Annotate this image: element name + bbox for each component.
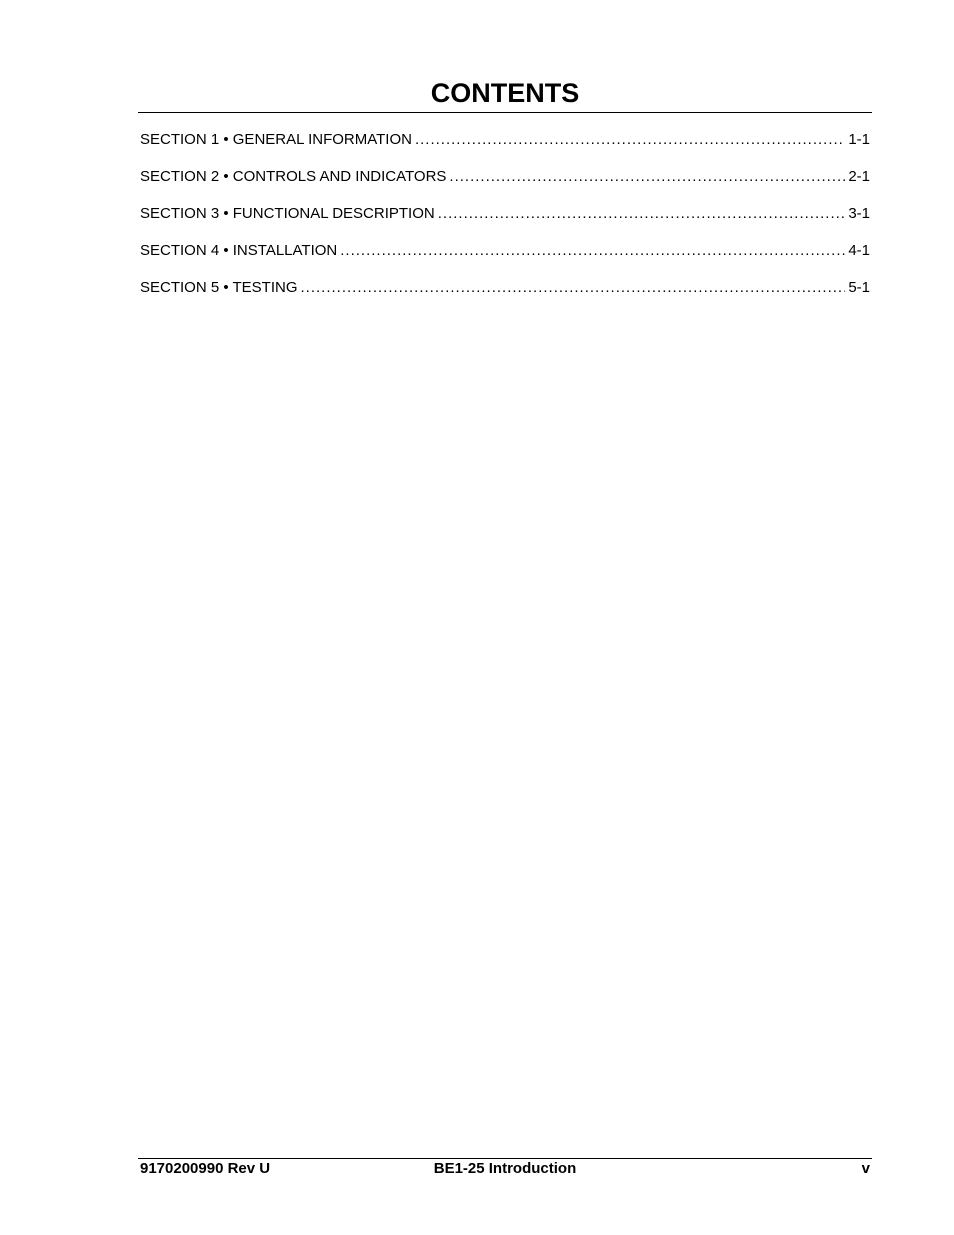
toc-entry-label[interactable]: SECTION 4 • INSTALLATION — [140, 242, 338, 259]
toc-entry-page[interactable]: 4-1 — [848, 242, 870, 259]
toc-entry-section-1[interactable] — [140, 130, 870, 167]
toc-entry-page[interactable]: 3-1 — [848, 205, 870, 222]
toc-entry-section-3[interactable] — [140, 204, 870, 241]
toc-entry-page[interactable]: 1-1 — [848, 131, 870, 148]
toc-entry-page[interactable]: 2-1 — [848, 168, 870, 185]
toc-entry-label[interactable]: SECTION 3 • FUNCTIONAL DESCRIPTION — [140, 205, 435, 222]
toc-entry-label[interactable]: SECTION 2 • CONTROLS AND INDICATORS — [140, 168, 447, 185]
toc-entry-section-2[interactable] — [140, 167, 870, 204]
page-footer — [140, 1160, 870, 1180]
toc-dot-leader — [449, 167, 845, 187]
toc-entry-label[interactable]: SECTION 5 • TESTING — [140, 279, 298, 296]
table-of-contents — [140, 130, 870, 315]
toc-dot-leader — [301, 278, 846, 298]
toc-entry-section-4[interactable] — [140, 241, 870, 278]
title-divider — [138, 112, 872, 113]
footer-page-number: v — [861, 1160, 870, 1177]
footer-document-title: BE1-25 Introduction — [433, 1160, 577, 1177]
toc-dot-leader — [415, 130, 845, 150]
toc-entry-label[interactable]: SECTION 1 • GENERAL INFORMATION — [140, 131, 412, 148]
toc-dot-leader — [438, 204, 846, 224]
footer-document-number: 9170200990 Rev U — [140, 1160, 271, 1177]
toc-entry-page[interactable]: 5-1 — [848, 279, 870, 296]
footer-divider — [138, 1158, 872, 1159]
toc-entry-section-5[interactable] — [140, 278, 870, 315]
toc-dot-leader — [340, 241, 845, 261]
page-title: CONTENTS — [430, 78, 580, 108]
